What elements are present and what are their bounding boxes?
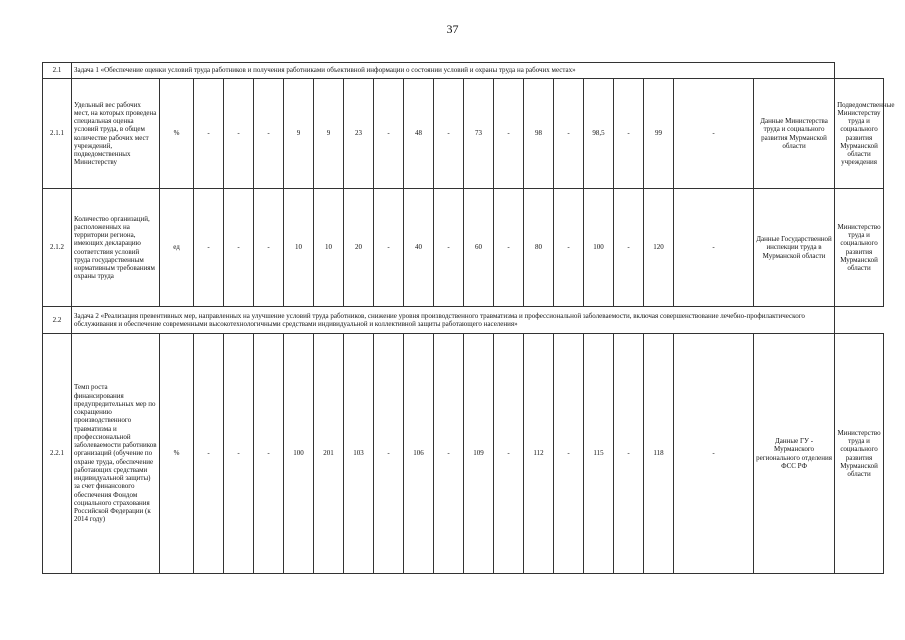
value-cell: 106 [404,334,434,574]
responsible: Министерство труда и социального развития Мурманской области [835,334,884,574]
indicator-name: Темп роста финансирования предупредительных мер по сокращению производственного травматизма и профессиональной заболеваемости работников организаций (обучение по охране труда, обеспечение работающих средствами индивидуальной защиты) за счет финансового обеспечения Фондом социального страхования Российской Федерации (к 2014 году) [72,334,160,574]
indicator-name: Удельный вес рабочих мест, на которых проведена специальная оценка условий труда, в общем количестве рабочих мест учреждений, подведомственных Министерству [72,79,160,189]
value-cell: - [554,334,584,574]
indicator-name: Количество организаций, расположенных на территории региона, имеющих декларацию соответствия условий труда государственным нормативным требованиям охраны труда [72,189,160,307]
value-cell: - [434,189,464,307]
value-cell: 100 [584,189,614,307]
value-cell: - [374,189,404,307]
indicator-number: 2.1.1 [43,79,72,189]
value-cell: - [194,189,224,307]
value-cell: - [674,189,754,307]
value-cell: - [614,189,644,307]
unit-cell: ед [160,189,194,307]
value-cell: - [194,334,224,574]
task-row [43,307,884,334]
value-cell: 23 [344,79,374,189]
value-cell: - [254,334,284,574]
value-cell: 115 [584,334,614,574]
data-source: Данные Государственной инспекции труда в Мурманской области [754,189,835,307]
value-cell: - [254,79,284,189]
value-cell: 98,5 [584,79,614,189]
value-cell: - [224,334,254,574]
value-cell: - [674,334,754,574]
value-cell: 9 [314,79,344,189]
data-source: Данные Министерства труда и социального развития Мурманской области [754,79,835,189]
value-cell: 73 [464,79,494,189]
value-cell: 120 [644,189,674,307]
task-text: Задача 1 «Обеспечение оценки условий труда работников и получения работниками объективной информации о состоянии условий и охраны труда на рабочих местах» [72,63,835,79]
value-cell: - [554,189,584,307]
value-cell: - [494,189,524,307]
value-cell: 118 [644,334,674,574]
value-cell: 98 [524,79,554,189]
unit-cell: % [160,79,194,189]
value-cell: - [674,79,754,189]
table-row [43,189,884,307]
indicators-table [42,62,895,574]
value-cell: - [434,79,464,189]
value-cell: 99 [644,79,674,189]
task-number: 2.2 [43,307,72,334]
responsible: Подведомственные Министерству труда и социального развития Мурманской области учреждения [835,79,884,189]
value-cell: - [224,79,254,189]
value-cell: 48 [404,79,434,189]
value-cell: - [434,334,464,574]
value-cell: 10 [314,189,344,307]
value-cell: 20 [344,189,374,307]
value-cell: - [254,189,284,307]
value-cell: - [494,334,524,574]
unit-cell: % [160,334,194,574]
value-cell: 112 [524,334,554,574]
value-cell: - [554,79,584,189]
data-source: Данные ГУ - Мурманского регионального отделения ФСС РФ [754,334,835,574]
value-cell: 109 [464,334,494,574]
value-cell: 103 [344,334,374,574]
table-row [43,79,884,189]
value-cell: - [194,79,224,189]
value-cell: 40 [404,189,434,307]
responsible: Министерство труда и социального развития Мурманской области [835,189,884,307]
indicator-number: 2.1.2 [43,189,72,307]
value-cell: 60 [464,189,494,307]
value-cell: 80 [524,189,554,307]
value-cell: - [614,79,644,189]
value-cell: 9 [284,79,314,189]
value-cell: - [374,79,404,189]
value-cell: - [494,79,524,189]
indicator-number: 2.2.1 [43,334,72,574]
value-cell: - [224,189,254,307]
value-cell: 10 [284,189,314,307]
table-row [43,334,884,574]
task-number: 2.1 [43,63,72,79]
value-cell: - [614,334,644,574]
task-text: Задача 2 «Реализация превентивных мер, направленных на улучшение условий труда работников, снижение уровня производственного травматизма и профессиональной заболеваемости, включая совершенствование лечебно-профилактического обслуживания и обеспечение современными высокотехнологичными средствами индивидуальной и коллективной защиты работающего населения» [72,307,835,334]
page-number: 37 [446,22,459,36]
task-row [43,63,884,79]
value-cell: - [374,334,404,574]
value-cell: 100 [284,334,314,574]
value-cell: 201 [314,334,344,574]
